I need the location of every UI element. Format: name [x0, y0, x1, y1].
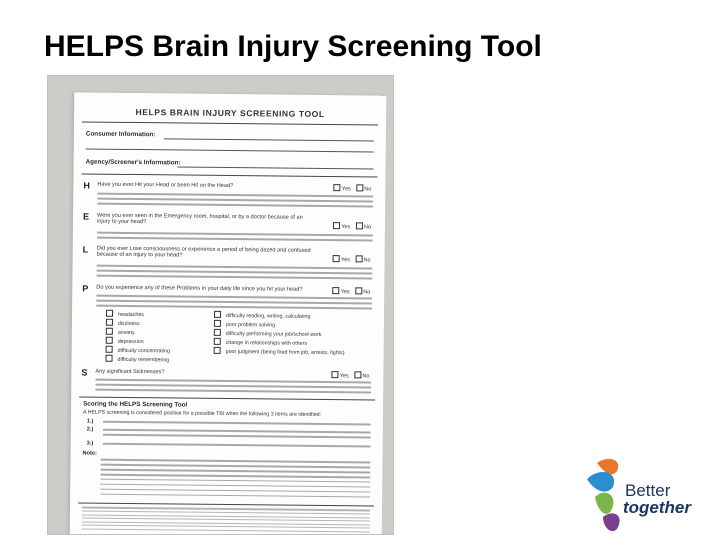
symptom-checkbox[interactable] [106, 310, 113, 317]
section-e-question: Were you ever seen in the Emergency room, hospital, or by a doctor because of an injury to your head? [96, 212, 303, 226]
section-l-yes-no: Yes No [329, 255, 371, 263]
logo-blue-swoosh [587, 472, 614, 492]
section-l-notes [96, 262, 372, 283]
symptom-checkbox[interactable] [214, 329, 221, 336]
logo-text-together: together [623, 498, 691, 517]
no-checkbox[interactable] [354, 371, 361, 378]
screening-form [70, 92, 387, 534]
symptom-checkbox[interactable] [106, 346, 113, 353]
symptom-difficulty-concentrating: difficulty concentrating [106, 346, 170, 355]
section-s-yes-no: Yes No [328, 371, 370, 379]
section-s-letter: S [81, 367, 88, 378]
no-checkbox[interactable] [356, 222, 363, 229]
consumer-info-line-2 [86, 149, 374, 153]
symptom-checkbox[interactable] [106, 355, 113, 362]
symptom-difficulty-remembering: difficulty remembering [106, 355, 170, 364]
symptom-checkbox[interactable] [106, 337, 113, 344]
scoring-intro: A HELPS screening is considered positive for a possible TBI when the following 3 items are identified: [82, 409, 322, 418]
section-s-question: Any significant Sicknesses? [95, 368, 165, 376]
section-s-notes [95, 376, 371, 397]
agency-info-label: Agency/Screener's Information: [85, 158, 181, 167]
agency-rule [81, 173, 377, 177]
symptom-checkbox[interactable] [106, 319, 113, 326]
section-l-letter: L [82, 244, 89, 255]
scoring-item-2: 2.) [86, 426, 94, 433]
section-p-letter: P [82, 283, 89, 294]
title-rule [82, 121, 378, 125]
section-h-yes-no: Yes No [330, 184, 372, 192]
section-e-notes [97, 229, 373, 245]
symptom-problem-solving: poor problem solving [214, 320, 275, 329]
section-h-notes [97, 190, 373, 211]
logo-green-swoosh [595, 493, 613, 514]
yes-checkbox[interactable] [333, 255, 340, 262]
symptom-checkbox[interactable] [214, 311, 221, 318]
section-h-letter: H [83, 180, 90, 191]
yes-checkbox[interactable] [333, 287, 340, 294]
note-label: Note: [82, 450, 97, 457]
section-p-yes-no: Yes No [329, 287, 371, 295]
symptom-headaches: headaches [106, 310, 144, 318]
section-l-question: Did you ever Lose consciousness or experience a period of being dazed and confused because of an injury to your head? [96, 245, 311, 259]
symptom-job-school: difficulty performing your job/school work [214, 329, 322, 338]
scoring-item-1: 1.) [86, 418, 94, 425]
symptom-relationships: change in relationships with others [214, 338, 307, 347]
symptom-checkbox[interactable] [214, 347, 221, 354]
symptom-checkbox[interactable] [214, 320, 221, 327]
symptom-anxiety: anxiety [106, 328, 135, 336]
consumer-info-line [164, 138, 374, 141]
agency-info-line [178, 166, 374, 169]
symptom-dizziness: dizziness [106, 319, 140, 327]
logo-purple-swoosh [603, 513, 620, 531]
form-title: HELPS BRAIN INJURY SCREENING TOOL [135, 107, 325, 120]
scoring-item-3-text [103, 440, 371, 451]
symptom-depression: depression [106, 337, 144, 345]
symptom-checkbox[interactable] [214, 338, 221, 345]
no-checkbox[interactable] [356, 184, 363, 191]
yes-checkbox[interactable] [332, 371, 339, 378]
scoring-item-3: 3.) [86, 440, 94, 447]
section-p-question: Do you experience any of these Problems in your daily life since you hit your head? [96, 284, 303, 293]
note-bullets [100, 456, 370, 501]
no-checkbox[interactable] [355, 287, 362, 294]
section-h-question: Have you ever Hit your Head or been Hit on the Head? [97, 181, 234, 190]
no-checkbox[interactable] [356, 255, 363, 262]
yes-checkbox[interactable] [334, 184, 341, 191]
yes-checkbox[interactable] [333, 222, 340, 229]
document-photo [48, 76, 393, 534]
section-e-letter: E [82, 211, 90, 222]
logo-text-better: Better [625, 481, 671, 500]
symptom-reading-writing: difficulty reading, writing, calculating [214, 311, 310, 320]
footnotes [82, 504, 370, 534]
symptom-checkbox[interactable] [106, 328, 113, 335]
consumer-info-label: Consumer Information: [85, 130, 156, 139]
logo-orange-swoosh [597, 459, 618, 474]
scoring-title: Scoring the HELPS Screening Tool [83, 400, 188, 409]
slide-title: HELPS Brain Injury Screening Tool [44, 30, 542, 63]
symptom-poor-judgment: poor judgment (being fired from job, arrests, fights) [214, 347, 364, 357]
section-e-yes-no: Yes No [329, 222, 371, 230]
